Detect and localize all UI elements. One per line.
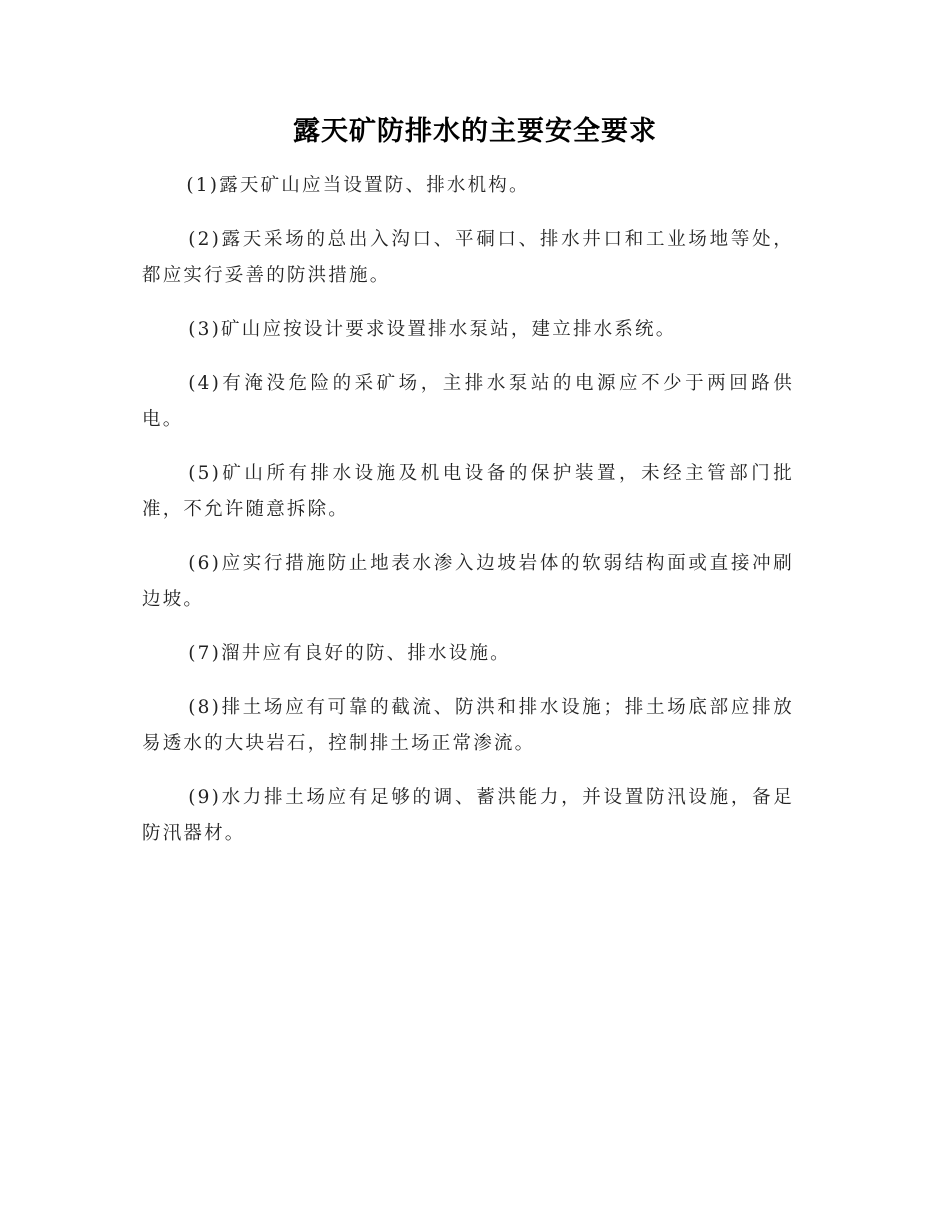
paragraph-1: (1)露天矿山应当设置防、排水机构。 <box>186 175 530 196</box>
document-title: 露天矿防排水的主要安全要求 <box>293 116 657 147</box>
document-body <box>142 168 794 870</box>
paragraph-8: (8)排土场应有可靠的截流、防洪和排水设施；排土场底部应排放易透水的大块岩石，控制排土场正常渗流。 <box>142 697 794 754</box>
paragraph-9: (9)水力排土场应有足够的调、蓄洪能力，并设置防汛设施，备足防汛器材。 <box>142 787 794 844</box>
paragraph-5: (5)矿山所有排水设施及机电设备的保护装置，未经主管部门批准，不允许随意拆除。 <box>142 463 794 520</box>
paragraph-4: (4)有淹没危险的采矿场，主排水泵站的电源应不少于两回路供电。 <box>142 373 794 430</box>
paragraph-3: (3)矿山应按设计要求设置排水泵站，建立排水系统。 <box>188 319 677 340</box>
paragraph-2: (2)露天采场的总出入沟口、平硐口、排水井口和工业场地等处，都应实行妥善的防洪措施。 <box>142 229 794 286</box>
paragraph-6: (6)应实行措施防止地表水渗入边坡岩体的软弱结构面或直接冲刷边坡。 <box>142 553 794 610</box>
paragraph-7: (7)溜井应有良好的防、排水设施。 <box>188 643 511 664</box>
